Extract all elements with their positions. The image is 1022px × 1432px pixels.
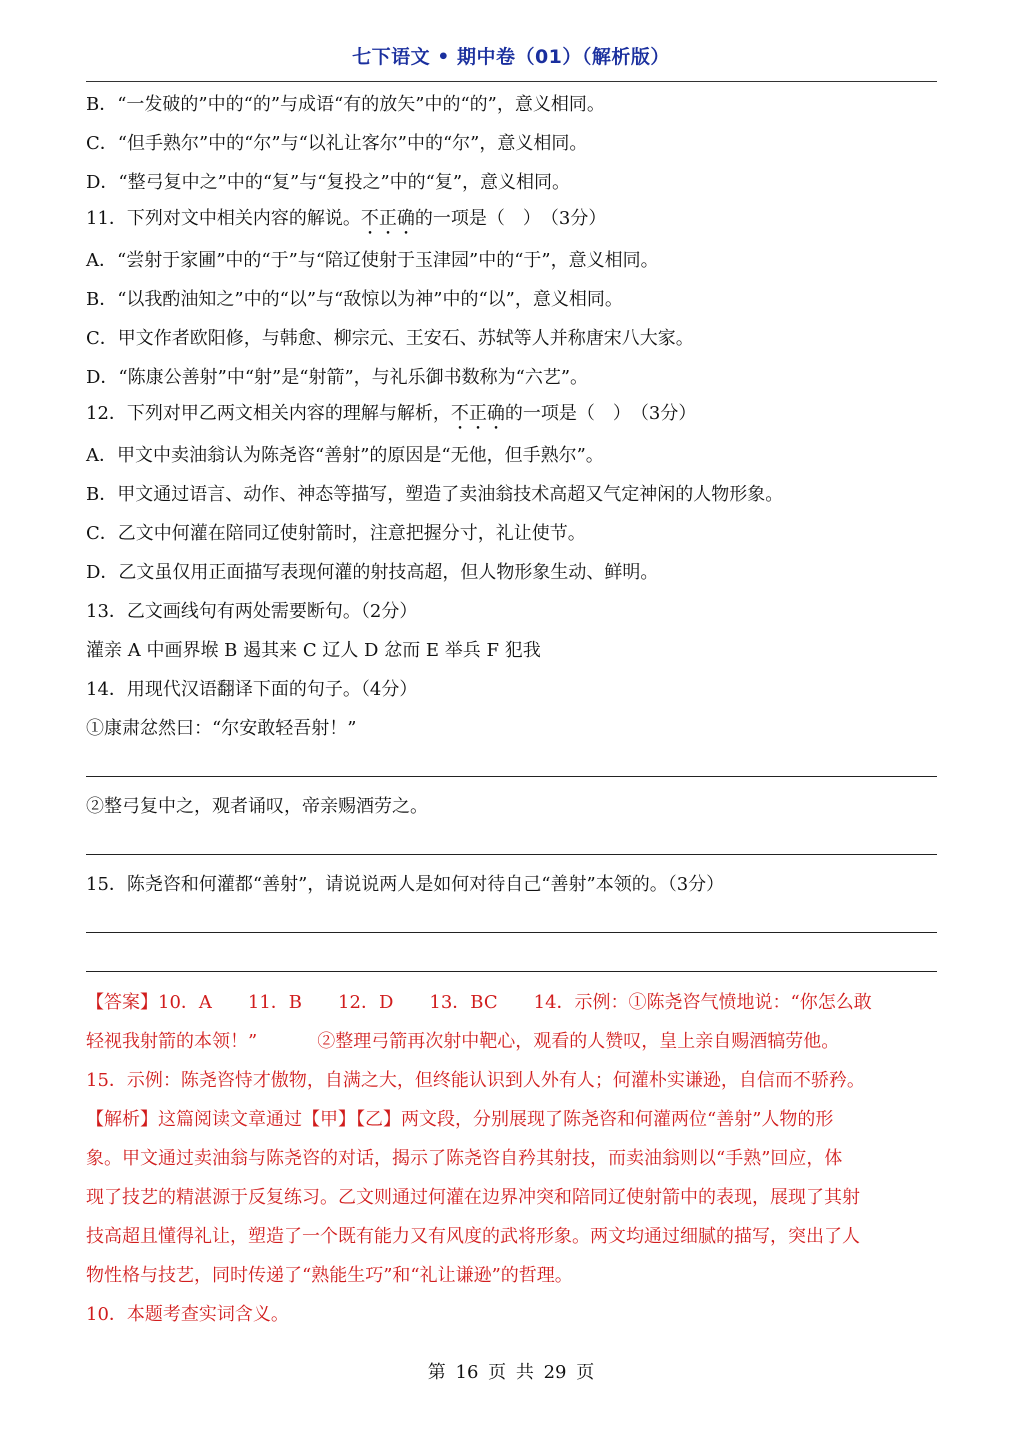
q11-stem-prefix: 11．下列对文中相关内容的解说。 (86, 208, 361, 229)
q12-option-c: C．乙文中何灌在陪同辽使射箭时，注意把握分寸，礼让使节。 (86, 523, 586, 544)
answer-15: 15．示例：陈尧咨恃才傲物，自满之大，但终能认识到人外有人；何灌朴实谦逊，自信而不骄矜。 (86, 1070, 865, 1091)
q10-option-c: C．“但手熟尔”中的“尔”与“以礼让客尔”中的“尔”，意义相同。 (86, 133, 588, 154)
answer-10: 10．A (158, 992, 212, 1013)
q11-option-b: B．“以我酌油知之”中的“以”与“敌惊以为神”中的“以”，意义相同。 (86, 289, 623, 310)
answer-14-continued (86, 1030, 946, 1054)
q14-sentence-2: ②整弓复中之，观者诵叹，帝亲赐酒劳之。 (86, 796, 428, 817)
q11-stem (86, 207, 946, 239)
analysis-line-6: 10．本题考查实词含义。 (86, 1304, 289, 1325)
answer-line-2 (86, 854, 937, 855)
header-divider (86, 81, 937, 82)
q12-stem-emphasis: 不正确 (450, 403, 505, 424)
q14-stem: 14．用现代汉语翻译下面的句子。（4分） (86, 679, 418, 700)
answer-line-1 (86, 776, 937, 777)
q11-option-c: C．甲文作者欧阳修，与韩愈、柳宗元、王安石、苏轼等人并称唐宋八大家。 (86, 328, 694, 349)
q11-stem-emphasis: 不正确 (360, 208, 415, 229)
analysis-label: 【解析】 (86, 1109, 158, 1130)
answer-12: 12．D (338, 992, 394, 1013)
answer-label: 【答案】 (86, 992, 158, 1013)
q11-option-d: D．“陈康公善射”中“射”是“射箭”，与礼乐御书数称为“六艺”。 (86, 367, 589, 388)
q14-sentence-1: ①康肃忿然曰：“尔安敢轻吾射！” (86, 718, 357, 739)
answer-13: 13．BC (429, 992, 498, 1013)
q11-stem-suffix: 的一项是（ ） （3分） (414, 208, 607, 229)
q12-option-b: B．甲文通过语言、动作、神态等描写，塑造了卖油翁技术高超又气定神闲的人物形象。 (86, 484, 784, 505)
q12-option-a: A．甲文中卖油翁认为陈尧咨“善射”的原因是“无他，但手熟尔”。 (86, 445, 604, 466)
analysis-line-2: 象。甲文通过卖油翁与陈尧咨的对话，揭示了陈尧咨自矜其射技，而卖油翁则以“手熟”回应，体 (86, 1148, 843, 1169)
answer-14-part2: ②整理弓箭再次射中靶心，观看的人赞叹，皇上亲自赐酒犒劳他。 (317, 1031, 840, 1052)
q10-option-d: D．“整弓复中之”中的“复”与“复投之”中的“复”，意义相同。 (86, 172, 571, 193)
answer-14-part1: 轻视我射箭的本领！” (86, 1031, 258, 1052)
analysis-line-3: 现了技艺的精湛源于反复练习。乙文则通过何灌在边界冲突和陪同辽使射箭中的表现，展现了其射 (86, 1187, 860, 1208)
q12-stem (86, 402, 946, 434)
analysis-line-4: 技高超且懂得礼让，塑造了一个既有能力又有风度的武将形象。两文均通过细腻的描写，突出了人 (86, 1226, 860, 1247)
answer-summary (86, 991, 946, 1015)
q12-stem-suffix: 的一项是（ ） （3分） (504, 403, 697, 424)
analysis-line-5: 物性格与技艺，同时传递了“熟能生巧”和“礼让谦逊”的哲理。 (86, 1265, 573, 1286)
answer-14-start: 14．示例：①陈尧咨气愤地说：“你怎么敢 (533, 992, 872, 1013)
q13-stem: 13．乙文画线句有两处需要断句。（2分） (86, 601, 418, 622)
page-number: 第 16 页 共 29 页 (427, 1362, 595, 1383)
analysis-line-1 (86, 1108, 946, 1132)
analysis-text-1: 这篇阅读文章通过【甲】【乙】两文段，分别展现了陈尧咨和何灌两位“善射”人物的形 (158, 1109, 834, 1130)
q12-stem-prefix: 12．下列对甲乙两文相关内容的理解与解析， (86, 403, 451, 424)
answer-line-4 (86, 971, 937, 972)
answer-11: 11．B (247, 992, 303, 1013)
q12-option-d: D．乙文虽仅用正面描写表现何灌的射技高超，但人物形象生动、鲜明。 (86, 562, 659, 583)
q10-option-b: B．“一发破的”中的“的”与成语“有的放矢”中的“的”，意义相同。 (86, 94, 605, 115)
q15-stem: 15．陈尧咨和何灌都“善射”，请说说两人是如何对待自己“善射”本领的。（3分） (86, 874, 725, 895)
q11-option-a: A．“尝射于家圃”中的“于”与“陪辽使射于玉津园”中的“于”，意义相同。 (86, 250, 659, 271)
answer-line-3 (86, 932, 937, 933)
q13-sentence: 灌亲 A 中画界堠 B 遏其来 C 辽人 D 忿而 E 举兵 F 犯我 (86, 640, 541, 661)
page-title: 七下语文 • 期中卷（01）（解析版） (352, 46, 670, 68)
